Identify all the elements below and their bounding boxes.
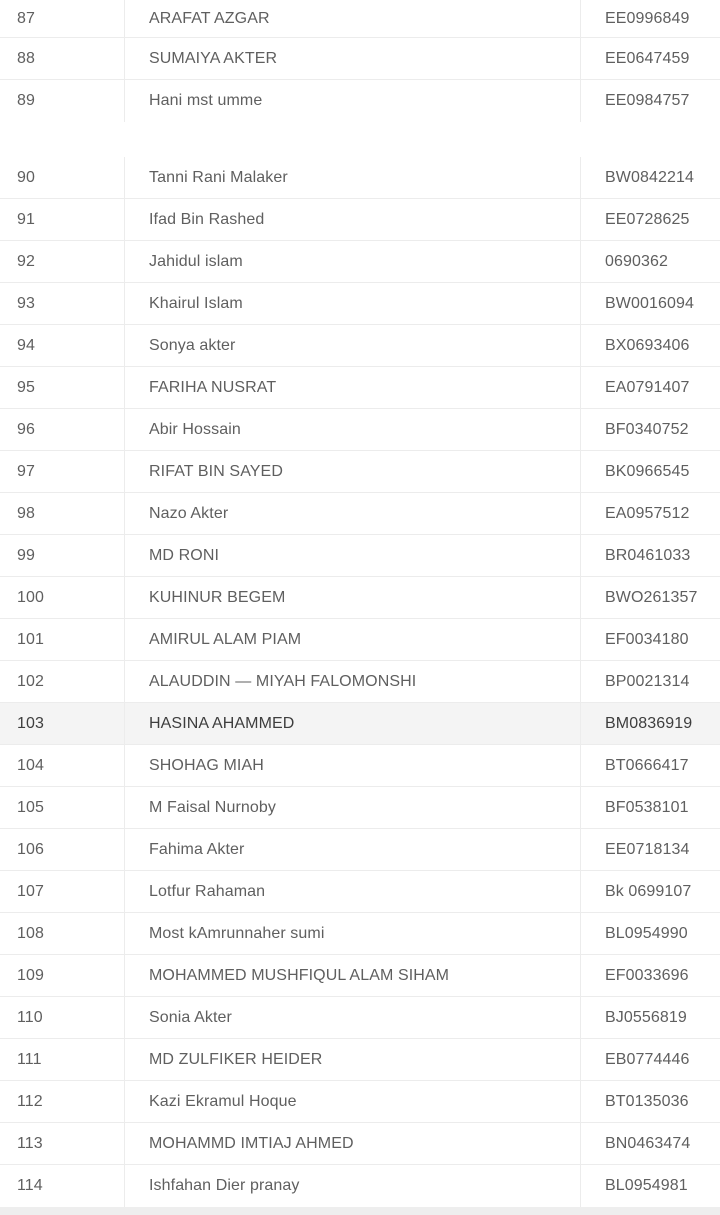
row-number: 108 [0,913,125,954]
person-name: M Faisal Nurnoby [125,787,581,828]
passport-number: BT0666417 [605,756,689,774]
person-name: RIFAT BIN SAYED [125,451,581,492]
person-name: Lotfur Rahaman [125,871,581,912]
passport-number: BL0954990 [605,924,688,942]
row-number: 113 [0,1123,125,1164]
passport-number: EF0034180 [605,630,689,648]
table-row [0,661,720,703]
passport-number: BN0463474 [605,1134,691,1152]
person-name: Fahima Akter [125,829,581,870]
table-row [0,325,720,367]
table-row [0,493,720,535]
row-number: 96 [0,409,125,450]
row-number: 92 [0,241,125,282]
row-number: 103 [0,703,125,744]
row-number: 105 [0,787,125,828]
row-number: 101 [0,619,125,660]
table-row [0,577,720,619]
person-name: MOHAMMD IMTIAJ AHMED [125,1123,581,1164]
person-name: MOHAMMED MUSHFIQUL ALAM SIHAM [125,955,581,996]
person-name: AMIRUL ALAM PIAM [125,619,581,660]
row-number: 98 [0,493,125,534]
passport-number: BF0538101 [605,798,689,816]
row-number: 114 [0,1165,125,1207]
table-block-top [0,0,720,122]
person-name: MD RONI [125,535,581,576]
table-row [0,0,720,38]
row-number: 99 [0,535,125,576]
person-name: SHOHAG MIAH [125,745,581,786]
passport-number: BM0836919 [605,714,693,732]
passport-number: 0690362 [605,252,668,270]
table-row [0,619,720,661]
person-name: SUMAIYA AKTER [125,38,581,79]
person-name: Sonya akter [125,325,581,366]
passport-number: BP0021314 [605,672,690,690]
table-row [0,1165,720,1207]
row-number: 112 [0,1081,125,1122]
person-name: Hani mst umme [125,80,581,122]
person-name: Tanni Rani Malaker [125,157,581,198]
person-name: ALAUDDIN — MIYAH FALOMONSHI [125,661,581,702]
table-row [0,409,720,451]
passport-number: EA0791407 [605,378,690,396]
table-row [0,38,720,80]
row-number: 97 [0,451,125,492]
person-name: Ishfahan Dier pranay [125,1165,581,1207]
table-row [0,1123,720,1165]
table-row [0,703,720,745]
row-number: 93 [0,283,125,324]
person-name: ARAFAT AZGAR [125,0,581,37]
passport-number: EE0728625 [605,210,690,228]
table-row [0,283,720,325]
passport-number: BR0461033 [605,546,691,564]
table-row [0,913,720,955]
table-row [0,829,720,871]
table-row [0,745,720,787]
passport-number: EE0718134 [605,840,690,858]
bottom-divider [0,1207,720,1215]
person-name: Most kAmrunnaher sumi [125,913,581,954]
row-number: 104 [0,745,125,786]
passport-number: EE0984757 [605,92,690,109]
row-number: 110 [0,997,125,1038]
row-number: 111 [0,1039,125,1080]
passport-number: BK0966545 [605,462,690,480]
person-name: Khairul Islam [125,283,581,324]
row-number: 109 [0,955,125,996]
person-name: Jahidul islam [125,241,581,282]
passport-number: Bk 0699107 [605,882,692,900]
passport-number: BWO261357 [605,588,698,606]
person-name: HASINA AHAMMED [125,703,581,744]
row-number: 90 [0,157,125,198]
person-name: Abir Hossain [125,409,581,450]
table-row [0,1081,720,1123]
passport-number: EE0647459 [605,49,690,67]
passport-number: BT0135036 [605,1092,689,1110]
table-row [0,241,720,283]
row-number: 107 [0,871,125,912]
table-row [0,80,720,122]
row-number: 89 [0,80,125,122]
row-number: 106 [0,829,125,870]
table-row [0,871,720,913]
passport-number: EA0957512 [605,504,690,522]
passport-number: BX0693406 [605,336,690,354]
person-name: Kazi Ekramul Hoque [125,1081,581,1122]
row-number: 94 [0,325,125,366]
person-name: KUHINUR BEGEM [125,577,581,618]
table-row [0,787,720,829]
passport-number: BW0842214 [605,168,694,186]
row-number: 88 [0,38,125,79]
person-name: MD ZULFIKER HEIDER [125,1039,581,1080]
passport-number: EF0033696 [605,966,689,984]
table-row [0,535,720,577]
table-row [0,451,720,493]
table-block-main [0,157,720,1207]
table-row [0,997,720,1039]
row-number: 95 [0,367,125,408]
table-row [0,367,720,409]
person-name: Ifad Bin Rashed [125,199,581,240]
row-number: 91 [0,199,125,240]
table-row [0,955,720,997]
passport-number: EE0996849 [605,9,690,27]
passport-number: BF0340752 [605,420,689,438]
passport-number: BL0954981 [605,1177,688,1194]
table-row [0,157,720,199]
passport-number: BW0016094 [605,294,694,312]
person-name: Nazo Akter [125,493,581,534]
row-number: 87 [0,0,125,37]
passport-number: BJ0556819 [605,1008,687,1026]
row-number: 102 [0,661,125,702]
table-row [0,199,720,241]
table-row [0,1039,720,1081]
person-name: Sonia Akter [125,997,581,1038]
row-number: 100 [0,577,125,618]
person-name: FARIHA NUSRAT [125,367,581,408]
passport-number: EB0774446 [605,1050,690,1068]
